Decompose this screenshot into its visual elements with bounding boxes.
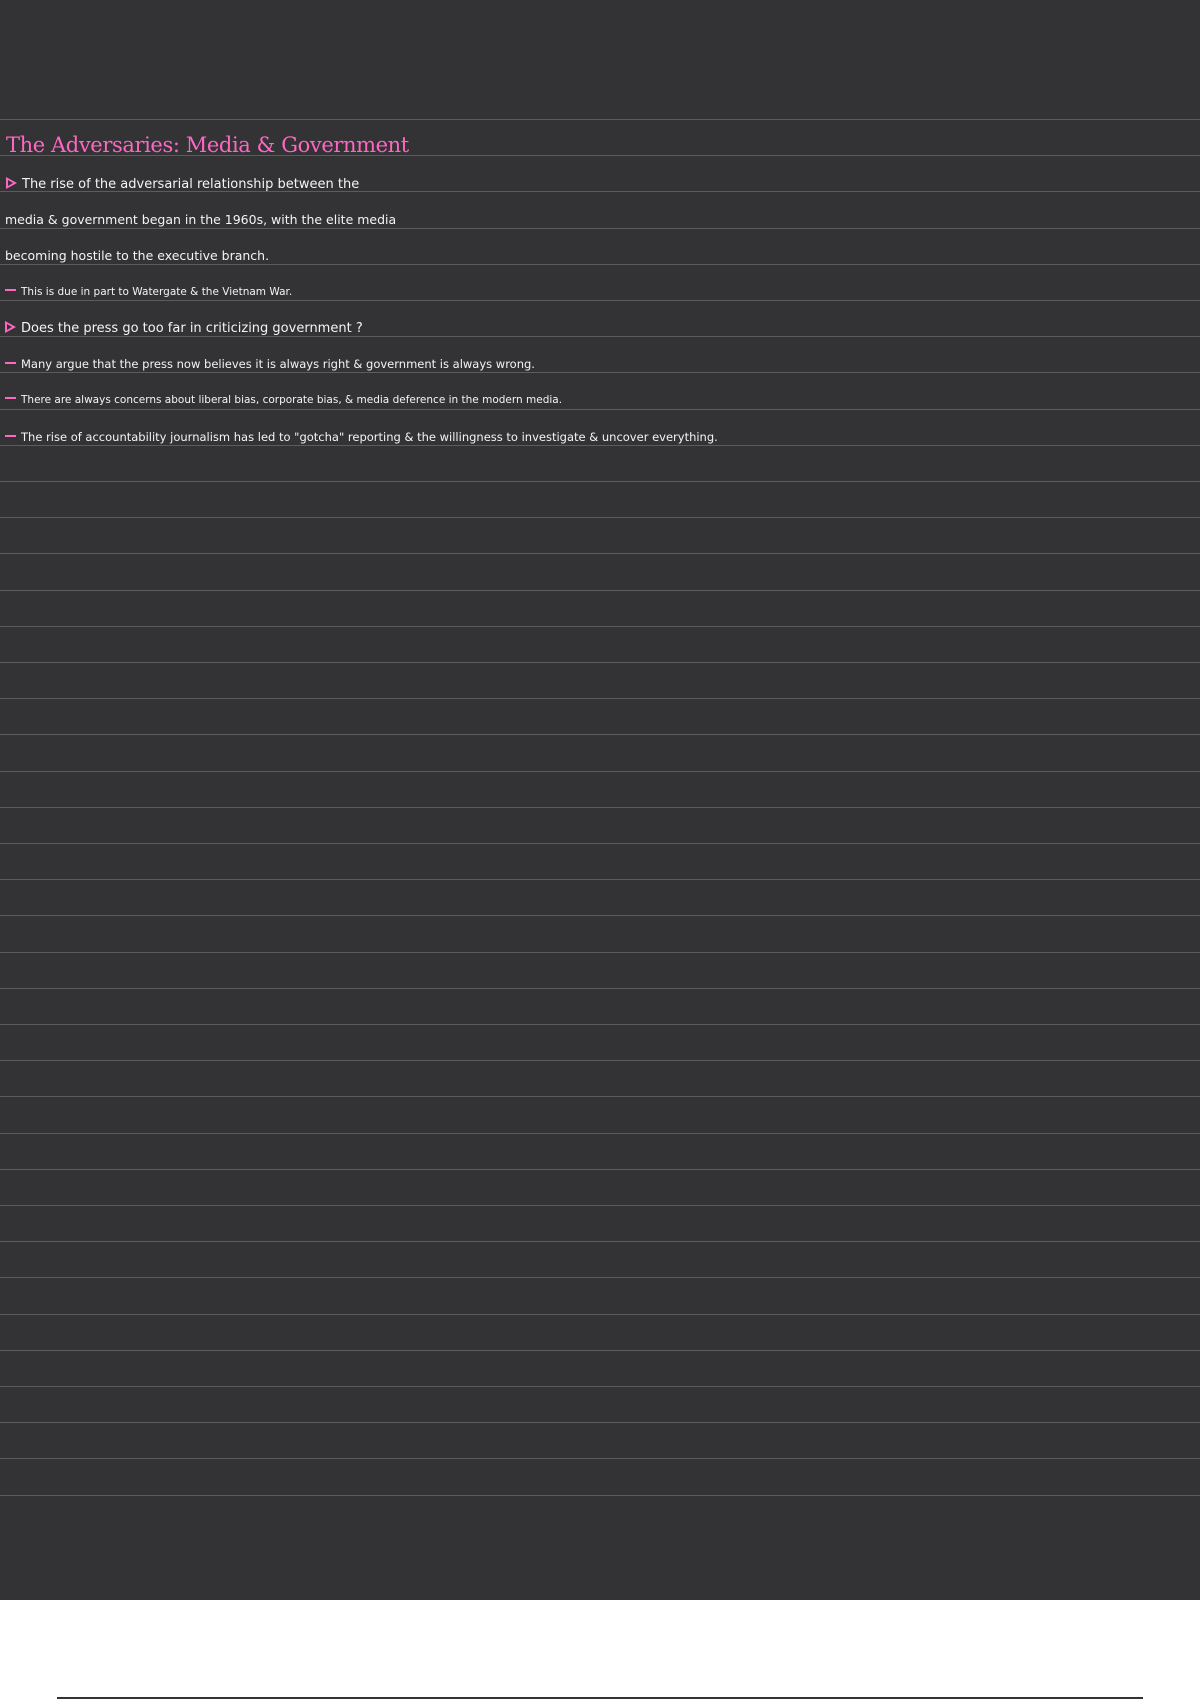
note-line-text: becoming hostile to the executive branch.	[5, 248, 270, 263]
triangle-bullet-icon	[5, 321, 16, 333]
ruled-line	[0, 1096, 1200, 1097]
ruled-line	[0, 553, 1200, 554]
note-line-5	[5, 321, 363, 335]
note-line-8	[5, 432, 718, 444]
note-line-text: Many argue that the press now believes it is always right & government is always wrong.	[21, 357, 535, 371]
ruled-line	[0, 1495, 1200, 1496]
ruled-line	[0, 1133, 1200, 1134]
ruled-line	[0, 843, 1200, 844]
ruled-line	[0, 590, 1200, 591]
ruled-line	[0, 1350, 1200, 1351]
ruled-line	[0, 300, 1200, 301]
note-line-4	[5, 287, 292, 298]
ruled-line	[0, 662, 1200, 663]
ruled-line	[0, 517, 1200, 518]
ruled-line	[0, 1458, 1200, 1459]
note-line-6	[5, 359, 535, 371]
note-title: The Adversaries: Media & Government	[6, 133, 409, 157]
note-line-3	[5, 250, 269, 263]
ruled-line	[0, 1169, 1200, 1170]
triangle-bullet-icon	[6, 177, 17, 189]
note-line-text: The rise of the adversarial relationship between the	[22, 177, 360, 192]
ruled-line	[0, 1314, 1200, 1315]
ruled-line	[0, 1277, 1200, 1278]
ruled-line	[0, 445, 1200, 446]
note-line-text: The rise of accountability journalism has led to "gotcha" reporting & the willingness to investigate & uncover everything.	[21, 430, 718, 444]
note-line-2	[5, 214, 396, 227]
ruled-line	[0, 1060, 1200, 1061]
ruled-line	[0, 1024, 1200, 1025]
note-line-text: There are always concerns about liberal bias, corporate bias, & media deference in the modern media.	[21, 394, 563, 406]
ruled-line	[0, 988, 1200, 989]
ruled-line	[0, 228, 1200, 229]
ruled-line	[0, 952, 1200, 953]
ruled-line	[0, 698, 1200, 699]
ruled-line	[0, 372, 1200, 373]
ruled-line	[0, 1241, 1200, 1242]
ruled-line	[0, 879, 1200, 880]
note-line-text: Does the press go too far in criticizing government ?	[21, 321, 363, 336]
dash-bullet-icon	[5, 435, 16, 437]
ruled-line	[0, 481, 1200, 482]
ruled-line	[0, 1205, 1200, 1206]
note-line-1	[6, 177, 359, 191]
ruled-line	[0, 771, 1200, 772]
ruled-line	[0, 626, 1200, 627]
ruled-line	[0, 734, 1200, 735]
dash-bullet-icon	[5, 397, 16, 399]
ruled-line	[0, 264, 1200, 265]
ruled-line	[0, 915, 1200, 916]
note-line-text: This is due in part to Watergate & the Vietnam War.	[21, 286, 293, 298]
ruled-line	[0, 409, 1200, 410]
ruled-line	[0, 1422, 1200, 1423]
note-line-7	[5, 395, 562, 406]
ruled-line	[0, 336, 1200, 337]
ruled-line	[0, 807, 1200, 808]
dash-bullet-icon	[5, 289, 16, 291]
dash-bullet-icon	[5, 362, 16, 364]
note-line-text: media & government began in the 1960s, with the elite media	[5, 212, 397, 227]
footer-rule	[57, 1697, 1143, 1699]
ruled-line	[0, 119, 1200, 120]
ruled-line	[0, 1386, 1200, 1387]
